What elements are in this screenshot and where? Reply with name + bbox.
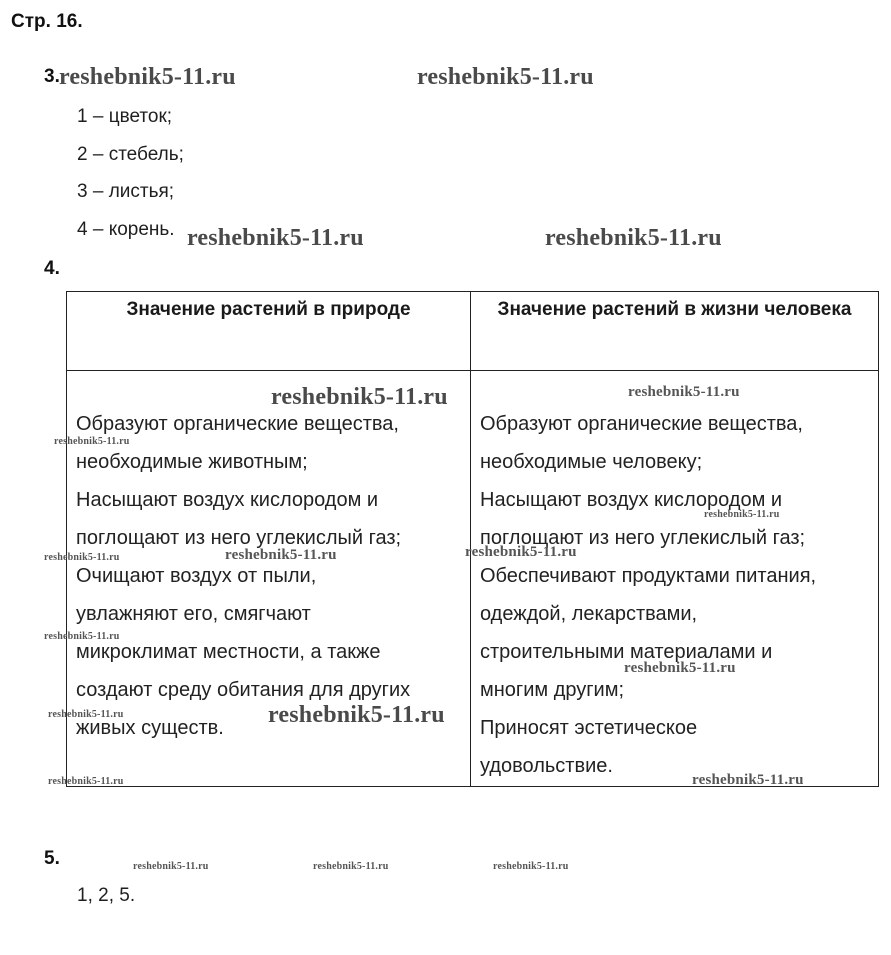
table-header-row — [67, 292, 879, 371]
watermark: reshebnik5-11.ru — [465, 544, 577, 560]
human-line: Образуют органические вещества, — [480, 413, 803, 435]
header-nature: Значение растений в природе — [67, 292, 471, 371]
nature-line: Очищают воздух от пыли, — [76, 565, 317, 587]
nature-line: живых существ. — [76, 717, 224, 739]
plants-value-table — [66, 291, 879, 787]
watermark: reshebnik5-11.ru — [44, 552, 120, 563]
human-line: поглощают из него углекислый газ; — [480, 527, 806, 549]
watermark: reshebnik5-11.ru — [493, 861, 569, 872]
table-row — [67, 371, 879, 787]
watermark: reshebnik5-11.ru — [271, 384, 448, 410]
task-4-number: 4. — [44, 258, 60, 279]
task-3-number: 3. — [44, 66, 60, 87]
human-line: необходимые человеку; — [480, 451, 703, 473]
task-3-item-2: 2 – стебель; — [77, 144, 184, 165]
nature-line: Насыщают воздух кислородом и — [76, 489, 379, 511]
task-3-item-3: 3 – листья; — [77, 181, 175, 202]
nature-line: создают среду обитания для других — [76, 679, 411, 701]
nature-line: микроклимат местности, а также — [76, 641, 381, 663]
watermark: reshebnik5-11.ru — [692, 772, 804, 788]
watermark: reshebnik5-11.ru — [268, 702, 445, 728]
watermark: reshebnik5-11.ru — [704, 509, 780, 520]
page-title: Стр. 16. — [11, 11, 83, 32]
task-5-number: 5. — [44, 848, 60, 869]
human-line: строительными материалами и — [480, 641, 773, 663]
watermark: reshebnik5-11.ru — [628, 384, 740, 400]
watermark: reshebnik5-11.ru — [54, 436, 130, 447]
header-human: Значение растений в жизни человека — [471, 292, 879, 371]
task-3-item-1: 1 – цветок; — [77, 106, 173, 127]
watermark: reshebnik5-11.ru — [417, 64, 594, 90]
watermark: reshebnik5-11.ru — [624, 660, 736, 676]
nature-line: поглощают из него углекислый газ; — [76, 527, 402, 549]
human-line: Приносят эстетическое — [480, 717, 698, 739]
nature-line: увлажняют его, смягчают — [76, 603, 311, 625]
human-line: одеждой, лекарствами, — [480, 603, 698, 625]
watermark: reshebnik5-11.ru — [545, 225, 722, 251]
watermark: reshebnik5-11.ru — [44, 631, 120, 642]
human-line: Насыщают воздух кислородом и — [480, 489, 783, 511]
watermark: reshebnik5-11.ru — [133, 861, 209, 872]
watermark: reshebnik5-11.ru — [187, 225, 364, 251]
watermark: reshebnik5-11.ru — [48, 709, 124, 720]
task-3-item-4: 4 – корень. — [77, 219, 175, 240]
watermark: reshebnik5-11.ru — [313, 861, 389, 872]
cell-human — [471, 371, 879, 787]
human-line: удовольствие. — [480, 755, 613, 777]
nature-line: необходимые животным; — [76, 451, 308, 473]
watermark: reshebnik5-11.ru — [59, 64, 236, 90]
nature-line: Образуют органические вещества, — [76, 413, 399, 435]
human-line: Обеспечивают продуктами питания, — [480, 565, 817, 587]
human-line: многим другим; — [480, 679, 625, 701]
task-5-answer: 1, 2, 5. — [77, 885, 136, 906]
watermark: reshebnik5-11.ru — [225, 547, 337, 563]
watermark: reshebnik5-11.ru — [48, 776, 124, 787]
